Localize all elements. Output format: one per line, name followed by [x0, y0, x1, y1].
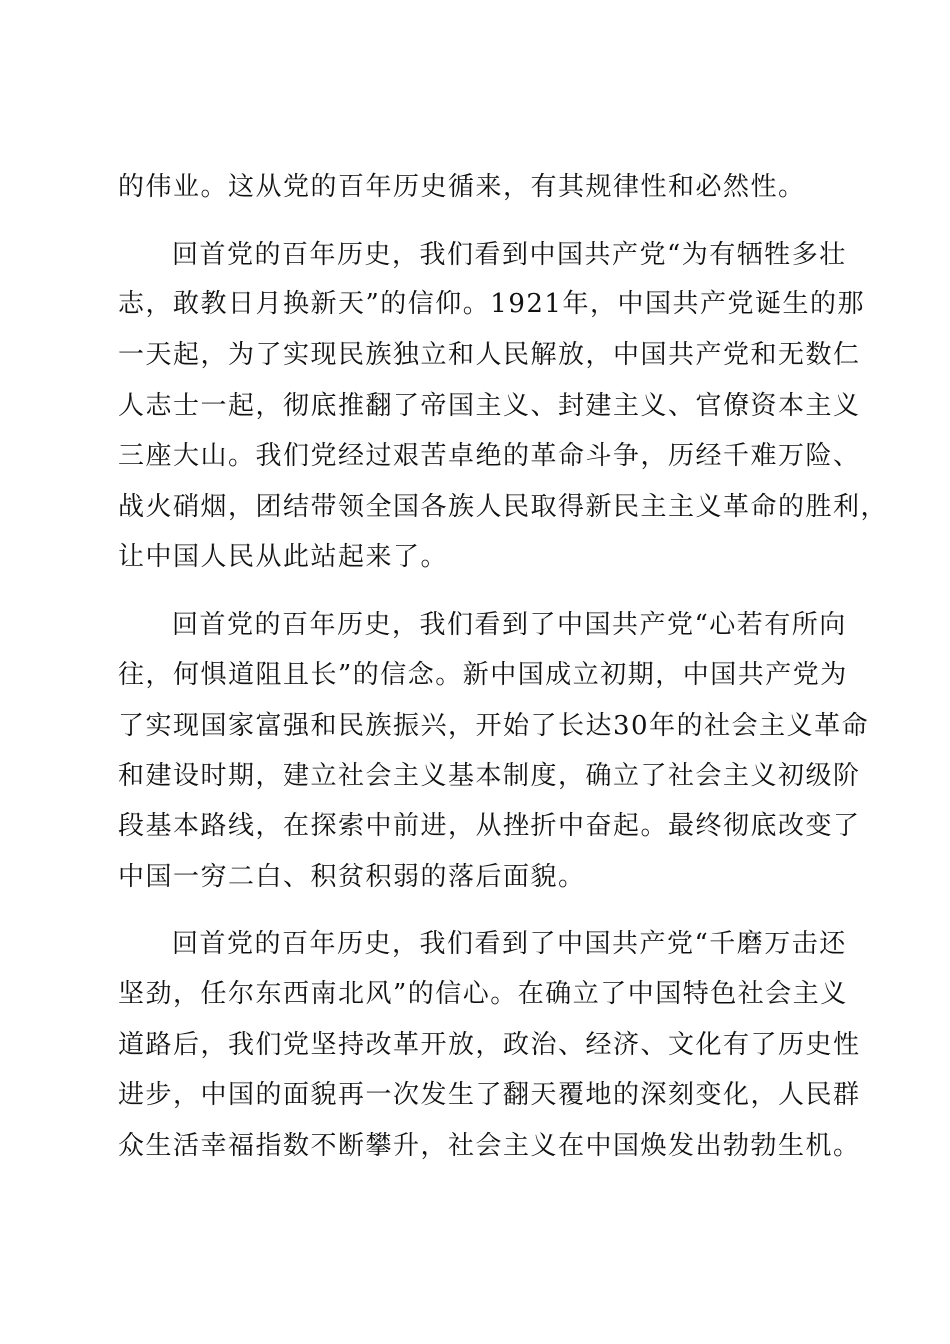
text-line: 战火硝烟，团结带领全国各族人民取得新民主主义革命的胜利，: [118, 492, 889, 522]
text-line: 中国一穷二白、积贫积弱的落后面貌。: [118, 862, 586, 892]
text-line: 回首党的百年历史，我们看到了中国共产党“心若有所向: [172, 610, 847, 640]
text-line: 三座大山。我们党经过艰苦卓绝的革命斗争，历经千难万险、: [118, 441, 861, 471]
text-line: 道路后，我们党坚持改革开放，政治、经济、文化有了历史性: [118, 1030, 861, 1060]
text-line: 众生活幸福指数不断攀升，社会主义在中国焕发出勃勃生机。: [118, 1131, 861, 1161]
text-line: 了实现国家富强和民族振兴，开始了长达30年的社会主义革命: [118, 711, 870, 741]
text-line: 人志士一起，彻底推翻了帝国主义、封建主义、官僚资本主义: [118, 391, 861, 421]
text-line: 让中国人民从此站起来了。: [118, 542, 449, 572]
text-line: 坚劲，任尔东西南北风”的信心。在确立了中国特色社会主义: [118, 979, 848, 1009]
text-line: 往，何惧道阻且长”的信念。新中国成立初期，中国共产党为: [118, 660, 848, 690]
text-line: 一天起，为了实现民族独立和人民解放，中国共产党和无数仁: [118, 340, 861, 370]
text-line: 回首党的百年历史，我们看到了中国共产党“千磨万击还: [172, 929, 847, 959]
text-line: 段基本路线，在探索中前进，从挫折中奋起。最终彻底改变了: [118, 811, 861, 841]
text-line: 的伟业。这从党的百年历史循来，有其规律性和必然性。: [118, 172, 806, 202]
text-line: 进步，中国的面貌再一次发生了翻天覆地的深刻变化，人民群: [118, 1080, 861, 1110]
text-line: 志，敢教日月换新天”的信仰。1921年，中国共产党诞生的那: [118, 289, 865, 319]
text-line: 回首党的百年历史，我们看到中国共产党“为有牺牲多壮: [172, 240, 847, 270]
text-line: 和建设时期，建立社会主义基本制度，确立了社会主义初级阶: [118, 761, 861, 791]
